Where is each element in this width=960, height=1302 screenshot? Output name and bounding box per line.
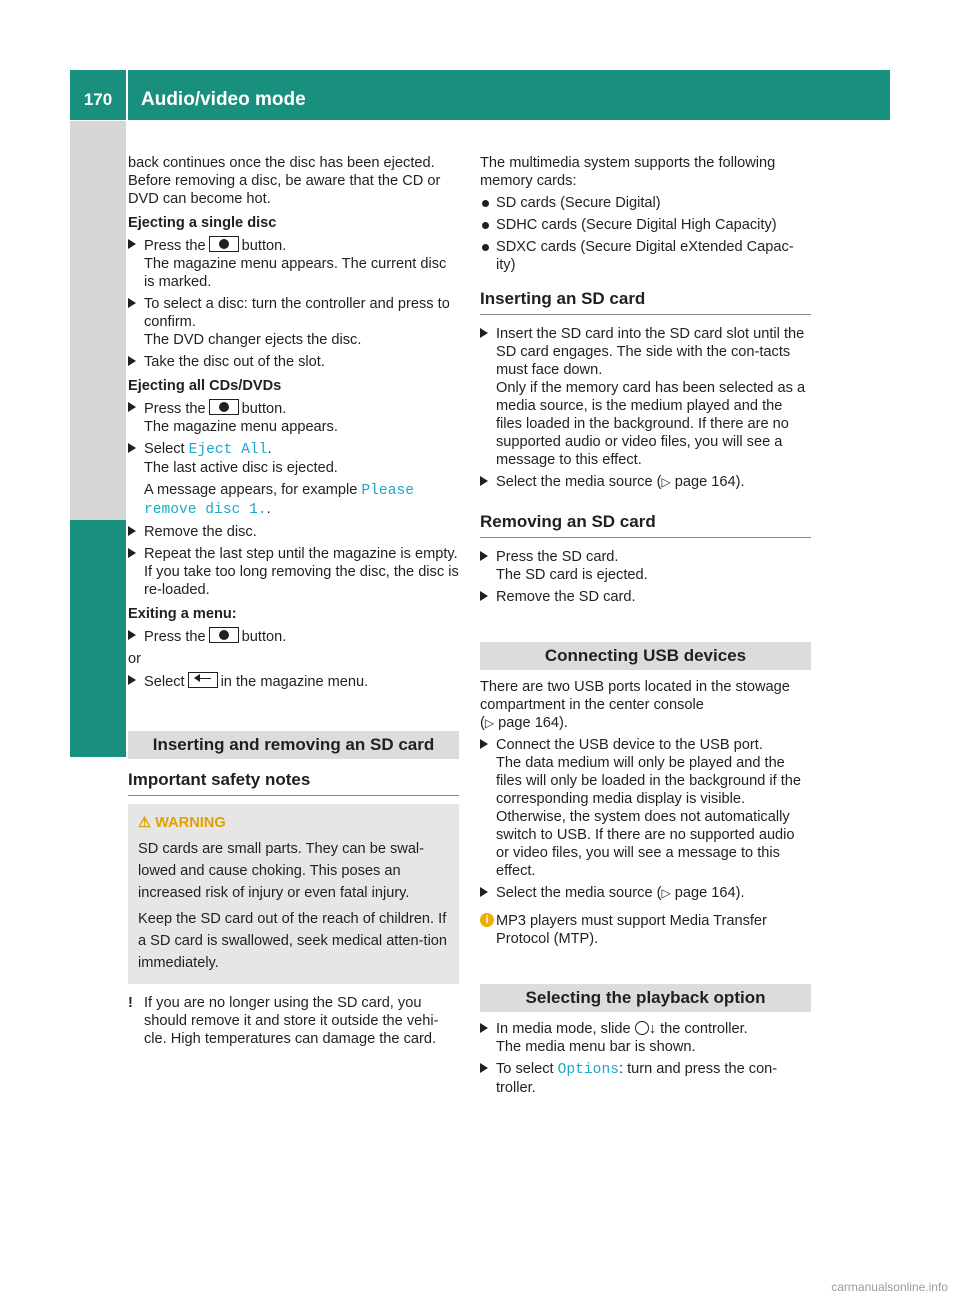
right-column [480,154,811,1097]
step: Remove the disc. [128,523,459,541]
bullet-icon [482,222,489,229]
display-message: remove disc 1. [144,502,267,518]
list-item: SDHC cards (Secure Digital High Capacity) [480,216,811,234]
disc-button-icon [209,627,239,643]
step: Connect the USB device to the USB port. The data medium will only be played and the files will only be loaded in the background if the corresponding media display is visible. Otherwise, the system does not automatically switch to USB. If there are no supported audio or video files, you will see a message to this effect. [480,736,811,880]
page-reference[interactable]: page 164). [498,715,568,731]
step: Press the button. [128,627,459,646]
step-arrow-icon [128,526,136,536]
step-arrow-icon [480,1063,488,1073]
step-arrow-icon [480,739,488,749]
watermark: carmanualsonline.info [831,1280,948,1294]
left-column [128,154,459,1048]
header-divider [126,70,128,120]
section-heading-playback: Selecting the playback option [480,984,811,1012]
display-message: Please [361,483,414,499]
step-arrow-icon [128,630,136,640]
list-item: SD cards (Secure Digital) [480,194,811,212]
step-arrow-icon [480,591,488,601]
warning-title: ⚠ WARNING [138,815,226,831]
step-arrow-icon [128,402,136,412]
step-arrow-icon [480,328,488,338]
step: Press the SD card. The SD card is ejected. [480,548,811,584]
usb-intro: There are two USB ports located in the stowage compartment in the center console (▷ page 164). [480,679,790,731]
step: Select the media source (▷ page 164). [480,473,811,491]
step: Repeat the last step until the magazine is empty. If you take too long removing the disc, the disc is re-loaded. [128,545,459,599]
controller-slide-icon [635,1021,649,1035]
page-ref-icon: ▷ [484,716,495,730]
step-arrow-icon [128,356,136,366]
or-text: or [128,651,141,667]
disc-button-icon [209,236,239,252]
heading-rule [480,537,811,538]
step: To select Options: turn and press the con-troller. [480,1060,811,1097]
bullet-icon [482,200,489,207]
step-arrow-icon [128,548,136,558]
page-ref-icon: ▷ [661,475,671,489]
menu-item-eject-all: Eject All [188,442,268,458]
warning-text: Keep the SD card out of the reach of children. If a SD card is swallowed, seek medical atten-tion immediately. [138,911,448,971]
page-reference[interactable]: page 164). [674,885,745,901]
eject-all-heading: Ejecting all CDs/DVDs [128,378,282,394]
step: To select a disc: turn the controller and press to confirm. The DVD changer ejects the disc. [128,295,459,349]
heading-rule [480,314,811,315]
eject-single-heading: Ejecting a single disc [128,215,277,231]
exclamation-icon: ! [128,995,133,1011]
step-arrow-icon [128,298,136,308]
page-title: Audio/video mode [141,89,306,110]
intro-paragraph: The multimedia system supports the following memory cards: [480,155,776,189]
step: Press the button. The magazine menu appears. The current disc is marked. [128,236,459,291]
exit-menu-heading: Exiting a menu: [128,606,237,622]
info-icon: i [480,913,494,927]
page-reference[interactable]: page 164). [674,474,745,490]
disc-button-icon [209,399,239,415]
step: Remove the SD card. [480,588,811,606]
sidebar-highlight [70,520,126,757]
step: Take the disc out of the slot. [128,353,459,371]
step-arrow-icon [128,239,136,249]
step: Select the media source (▷ page 164). [480,884,811,902]
section-heading-sd: Inserting and removing an SD card [128,731,459,759]
step-arrow-icon [480,1023,488,1033]
info-note: i MP3 players must support Media Transfer Protocol (MTP). [480,912,811,948]
step: Select in the magazine menu. [128,672,459,691]
step: In media mode, slide ↓ the controller. The media menu bar is shown. [480,1020,811,1056]
step: Select Eject All. The last active disc is ejected. A message appears, for example Please remove disc 1.. [128,440,459,519]
insert-sd-heading: Inserting an SD card [480,289,646,308]
remove-sd-heading: Removing an SD card [480,512,656,531]
page-number: 170 [83,90,113,109]
step: Insert the SD card into the SD card slot until the SD card engages. The side with the con-tacts must face down. Only if the memory card has been selected as a media source, is the medium played and the files loaded in the background. If there are no supported audio or video files, you will see a message to this effect. [480,325,811,469]
section-heading-usb: Connecting USB devices [480,642,811,670]
step-arrow-icon [128,675,136,685]
intro-paragraph: back continues once the disc has been ejected. Before removing a disc, be aware that the CD or DVD can become hot. [128,155,441,207]
note: ! If you are no longer using the SD card, you should remove it and store it outside the vehi-cle. High temperatures can damage the card. [128,995,439,1047]
step-arrow-icon [480,476,488,486]
step-arrow-icon [480,887,488,897]
step: Press the button. The magazine menu appears. [128,399,459,436]
menu-item-options: Options [557,1062,619,1078]
list-item: SDXC cards (Secure Digital eXtended Capac-ity) [480,238,811,274]
heading-rule [128,795,459,796]
warning-triangle-icon: ⚠ [138,815,152,831]
step-arrow-icon [128,443,136,453]
page-ref-icon: ▷ [661,886,671,900]
warning-box [128,804,459,984]
warning-text: SD cards are small parts. They can be swal-lowed and cause choking. This poses an increased risk of injury or even fatal injury. [138,841,425,901]
back-icon [188,672,218,688]
step-arrow-icon [480,551,488,561]
safety-heading: Important safety notes [128,770,311,789]
bullet-icon [482,244,489,251]
